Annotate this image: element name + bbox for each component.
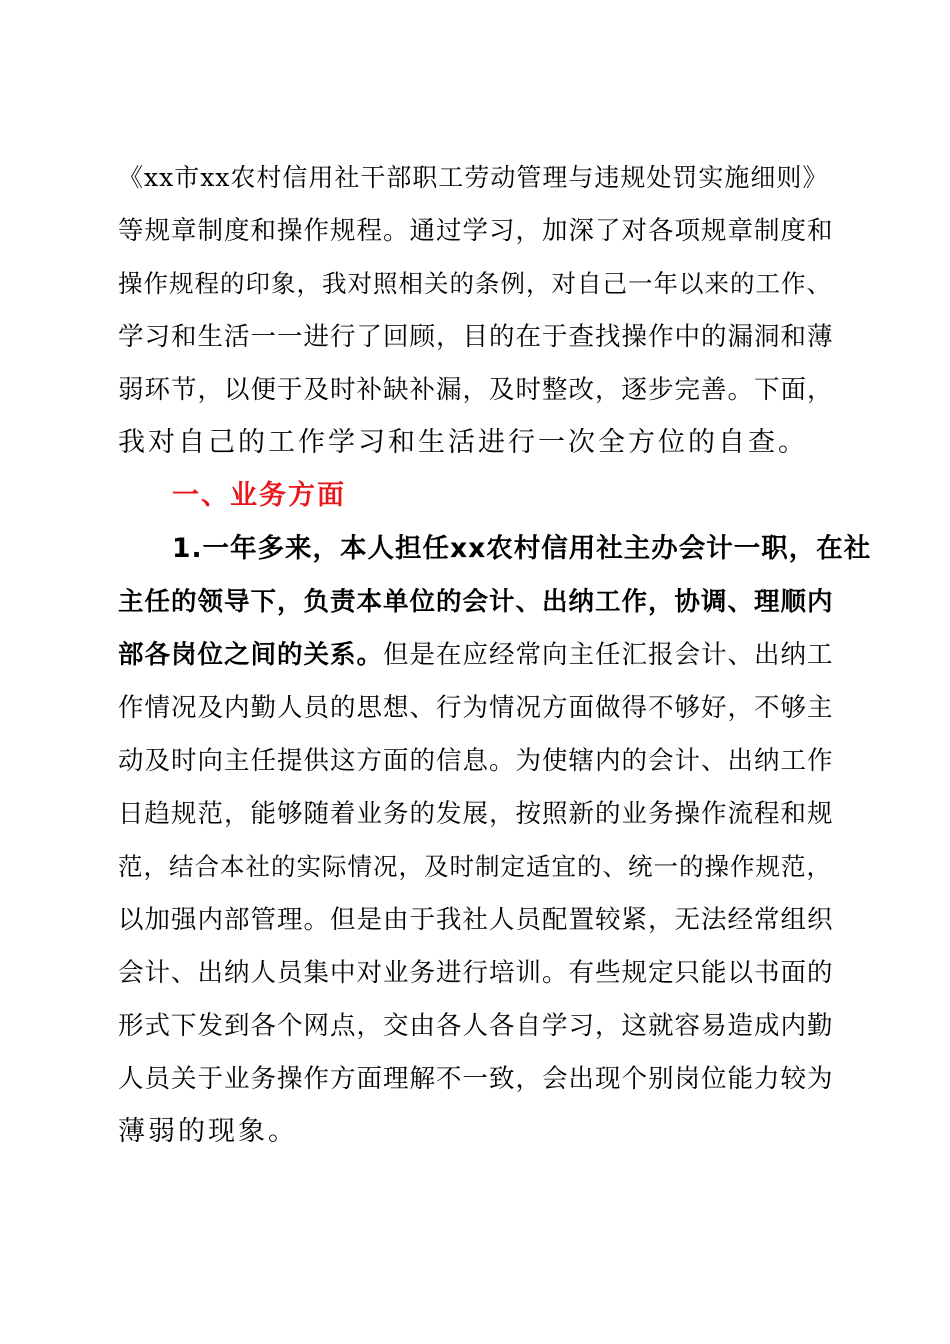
paragraph-line: 形式下发到各个网点，交由各人各自学习，这就容易造成内勤 [118,1011,834,1041]
paragraph-line: 人员关于业务操作方面理解不一致，会出现个别岗位能力较为 [118,1064,834,1094]
paragraph-line: 动及时向主任提供这方面的信息。为使辖内的会计、出纳工作 [118,746,834,776]
paragraph-line: 会计、出纳人员集中对业务进行培训。有些规定只能以书面的 [118,958,834,988]
bold-paragraph-line: 主任的领导下，负责本单位的会计、出纳工作，协调、理顺内 [118,587,834,617]
paragraph-line: 等规章制度和操作规程。通过学习，加深了对各项规章制度和 [118,216,834,246]
paragraph-line: 弱环节，以便于及时补缺补漏，及时整改，逐步完善。下面， [118,375,834,405]
regular-text-segment: 但是在应经常向主任汇报会计、出纳工 [383,640,834,670]
bold-text-segment: 部各岗位之间的关系。 [118,640,384,670]
paragraph-line: 操作规程的印象，我对照相关的条例，对自己一年以来的工作、 [118,269,832,298]
bold-paragraph-line: 1.一年多来，本人担任xx农村信用社主办会计一职，在社 [172,533,872,564]
paragraph-line: 我对自己的工作学习和生活进行一次全方位的自查。 [118,427,808,458]
section-heading: 一、业务方面 [172,480,346,511]
paragraph-line: 日趋规范，能够随着业务的发展，按照新的业务操作流程和规 [118,799,834,829]
paragraph-line: 以加强内部管理。但是由于我社人员配置较紧，无法经常组织 [118,905,834,935]
paragraph-line: 《xx市xx农村信用社干部职工劳动管理与违规处罚实施细则》 [118,163,829,192]
paragraph-line: 学习和生活一一进行了回顾，目的在于查找操作中的漏洞和薄 [118,322,834,352]
paragraph-line: 薄弱的现象。 [118,1116,298,1147]
paragraph-line: 范，结合本社的实际情况，及时制定适宜的、统一的操作规范， [118,852,832,881]
mixed-paragraph-line [118,635,838,675]
paragraph-line: 作情况及内勤人员的思想、行为情况方面做得不够好，不够主 [118,693,834,723]
